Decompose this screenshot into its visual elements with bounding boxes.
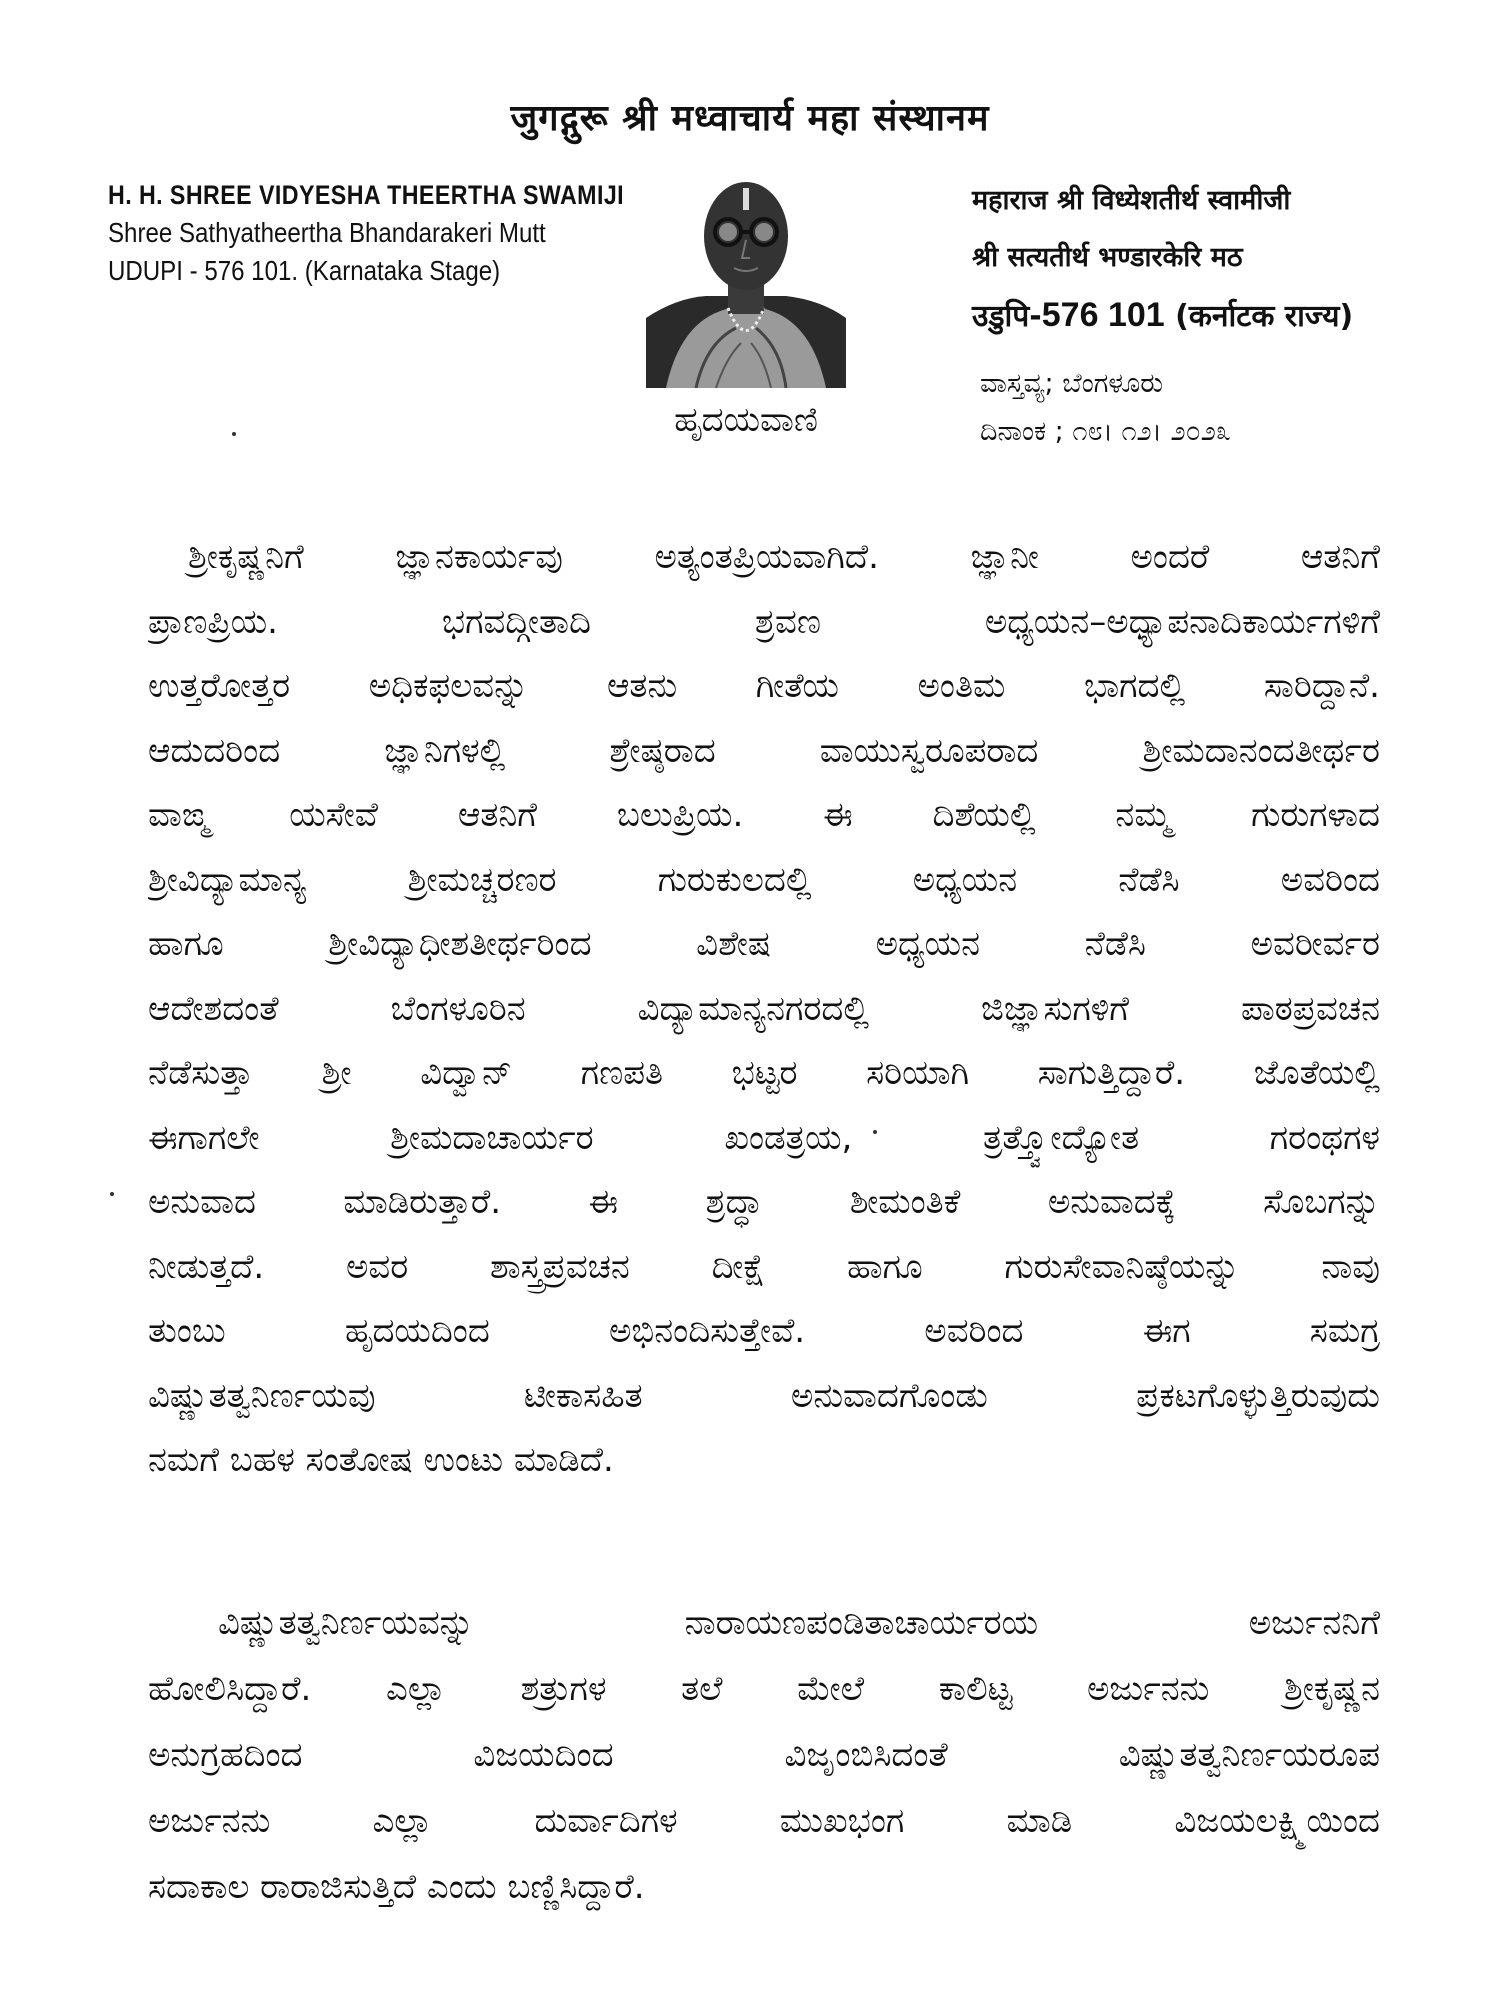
swamiji-name-hindi: महाराज श्री विध्येशतीर्थ स्वामीजी xyxy=(972,185,1291,216)
address-hindi-state: (कर्नाटक राज्य) xyxy=(1164,299,1354,334)
text-line: ಶ್ರೀವಿದ್ಯಾಮಾನ್ಯ ಶ್ರೀಮಚ್ಚರಣರ ಗುರುಕುಲದಲ್ಲಿ ಅಧ್ಯಯನ ನೆಡೆಸಿ ಅವರಿಂದ xyxy=(148,859,1380,900)
text-line: ಅರ್ಜುನನು ಎಲ್ಲಾ ದುರ್ವಾದಿಗಳ ಮುಖಭಂಗ ಮಾಡಿ ವಿಜಯಲಕ್ಷ್ಮಿಯಿಂದ xyxy=(148,1801,1380,1841)
text-line: ವಿಷ್ಣುತತ್ವನಿರ್ಣಯವನ್ನು ನಾರಾಯಣಪಂಡಿತಾಚಾರ್ಯರಯ ಅರ್ಜುನನಿಗೆ xyxy=(218,1603,1380,1643)
text-line: ಶ್ರೀಕೃಷ್ಣನಿಗೆ ಜ್ಞಾನಕಾರ್ಯವು ಅತ್ಯಂತಪ್ರಿಯವಾಗಿದೆ. ಜ್ಞಾನೀ ಅಂದರೆ ಆತನಿಗೆ xyxy=(188,537,1380,577)
mutt-name-hindi: श्री सत्यतीर्थ भण्डारकेरि मठ xyxy=(972,242,1243,273)
place-date-block xyxy=(980,368,1460,464)
text-line: ಈಗಾಗಲೇ ಶ್ರೀಮದಾಚಾರ್ಯರ ಖಂಡತ್ರಯ, ತ್ರತ್ತ್ವೋದ್ಯೋತ ಗರಂಥಗಳ xyxy=(148,1117,1380,1158)
paragraph-1 xyxy=(148,525,1380,1493)
text-line: ಅನುವಾದ ಮಾಡಿರುತ್ತಾರೆ. ಈ ಶ್ರದ್ಧಾ ಶೀಮಂತಿಕೆ ಅನುವಾದಕ್ಕೆ ಸೊಬಗನ್ನು xyxy=(148,1182,1380,1222)
address-english: UDUPI - 576 101. (Karnataka Stage) xyxy=(108,255,501,286)
text-line: ಸದಾಕಾಲ ರಾರಾಜಿಸುತ್ತಿದೆ ಎಂದು ಬಣ್ಣಿಸಿದ್ದಾರೆ. xyxy=(148,1867,645,1907)
address-hindi-pincode: 576 101 xyxy=(1041,296,1165,334)
address-hindi xyxy=(972,294,1472,335)
text-line: ಹೋಲಿಸಿದ್ದಾರೆ. ಎಲ್ಲಾ ಶತ್ರುಗಳ ತಲೆ ಮೇಲೆ ಕಾಲಿಟ್ಟ ಅರ್ಜುನನು ಶ್ರೀಕೃಷ್ಣನ xyxy=(148,1669,1380,1709)
date-line: ದಿನಾಂಕ ; ೧೮। ೧೨। ೨೦೨೩ xyxy=(980,416,1232,447)
swamiji-portrait xyxy=(636,168,856,388)
text-line: ನಮಗೆ ಬಹಳ ಸಂತೋಷ ಉಂಟು ಮಾಡಿದೆ. xyxy=(148,1440,614,1480)
text-line: ವಿಷ್ಣುತತ್ವನಿರ್ಣಯವು ಟೀಕಾಸಹಿತ ಅನುವಾದಗೊಂಡು ಪ್ರಕಟಗೊಳ್ಳುತ್ತಿರುವುದು xyxy=(148,1375,1380,1416)
scan-speck xyxy=(110,1192,114,1196)
text-line: ನೆಡೆಸುತ್ತಾ ಶ್ರೀ ವಿದ್ವಾನ್ ಗಣಪತಿ ಭಟ್ಟರ ಸರಿಯಾಗಿ ಸಾಗುತ್ತಿದ್ದಾರೆ. ಜೊತೆಯಲ್ಲಿ xyxy=(148,1053,1380,1093)
hindi-address-block xyxy=(972,180,1472,335)
text-line: ತುಂಬು ಹೃದಯದಿಂದ ಅಭಿನಂದಿಸುತ್ತೇವೆ. ಅವರಿಂದ ಈಗ ಸಮಗ್ರ xyxy=(148,1311,1380,1351)
text-line: ಆದುದರಿಂದ ಜ್ಞಾನಿಗಳಲ್ಲಿ ಶ್ರೇಷ್ಠರಾದ ವಾಯುಸ್ವರೂಪರಾದ ಶ್ರೀಮದಾನಂದತೀರ್ಥರ xyxy=(148,730,1380,771)
text-line: ಆದೇಶದಂತೆ ಬೆಂಗಳೂರಿನ ವಿದ್ಯಾಮಾನ್ಯನಗರದಲ್ಲಿ ಜಿಜ್ಞಾಸುಗಳಿಗೆ ಪಾಠಪ್ರವಚನ xyxy=(148,988,1380,1029)
address-hindi-prefix: उडुपि- xyxy=(972,299,1042,334)
english-address-block xyxy=(108,180,628,287)
text-line: ಹಾಗೂ ಶ್ರೀವಿದ್ಯಾಧೀಶತೀರ್ಥರಿಂದ ವಿಶೇಷ ಅಧ್ಯಯನ ನೆಡೆಸಿ ಅವರೀರ್ವರ xyxy=(148,924,1380,964)
portrait-caption: ಹೃದಯವಾಣಿ xyxy=(674,400,818,440)
text-line: ನೀಡುತ್ತದೆ. ಅವರ ಶಾಸ್ತ್ರಪ್ರವಚನ ದೀಕ್ಷೆ ಹಾಗೂ ಗುರುಸೇವಾನಿಷ್ಠೆಯನ್ನು ನಾವು xyxy=(148,1246,1380,1287)
text-line: ಅನುಗ್ರಹದಿಂದ ವಿಜಯದಿಂದ ವಿಜೃಂಬಿಸಿದಂತೆ ವಿಷ್ಣುತತ್ವನಿರ್ಣಯರೂಪ xyxy=(148,1735,1380,1775)
scan-speck xyxy=(232,432,236,436)
swamiji-name-english: H. H. SHREE VIDYESHA THEERTHA SWAMIJI xyxy=(108,180,625,210)
letterhead-title: जुगद्गुरू श्री मध्वाचार्य महा संस्थानम xyxy=(510,98,990,139)
text-line: ಪ್ರಾಣಪ್ರಿಯ. ಭಗವದ್ಗೀತಾದಿ ಶ್ರವಣ ಅಧ್ಯಯನ–ಅಧ್ಯಾಪನಾದಿಕಾರ್ಯಗಳಿಗೆ xyxy=(148,601,1380,642)
mutt-name-english: Shree Sathyatheertha Bhandarakeri Mutt xyxy=(108,217,546,248)
place-line: ವಾಸ್ತವ್ಯ; ಬೆಂಗಳೂರು xyxy=(980,368,1164,399)
paragraph-2 xyxy=(148,1590,1380,1920)
text-line: ವಾಙ್ಮ ಯಸೇವೆ ಆತನಿಗೆ ಬಲುಪ್ರಿಯ. ಈ ದಿಶೆಯಲ್ಲಿ ನಮ್ಮ ಗುರುಗಳಾದ xyxy=(148,795,1380,835)
text-line: ಉತ್ತರೋತ್ತರ ಅಧಿಕಫಲವನ್ನು ಆತನು ಗೀತೆಯ ಅಂತಿಮ ಭಾಗದಲ್ಲಿ ಸಾರಿದ್ದಾನೆ. xyxy=(148,666,1380,706)
